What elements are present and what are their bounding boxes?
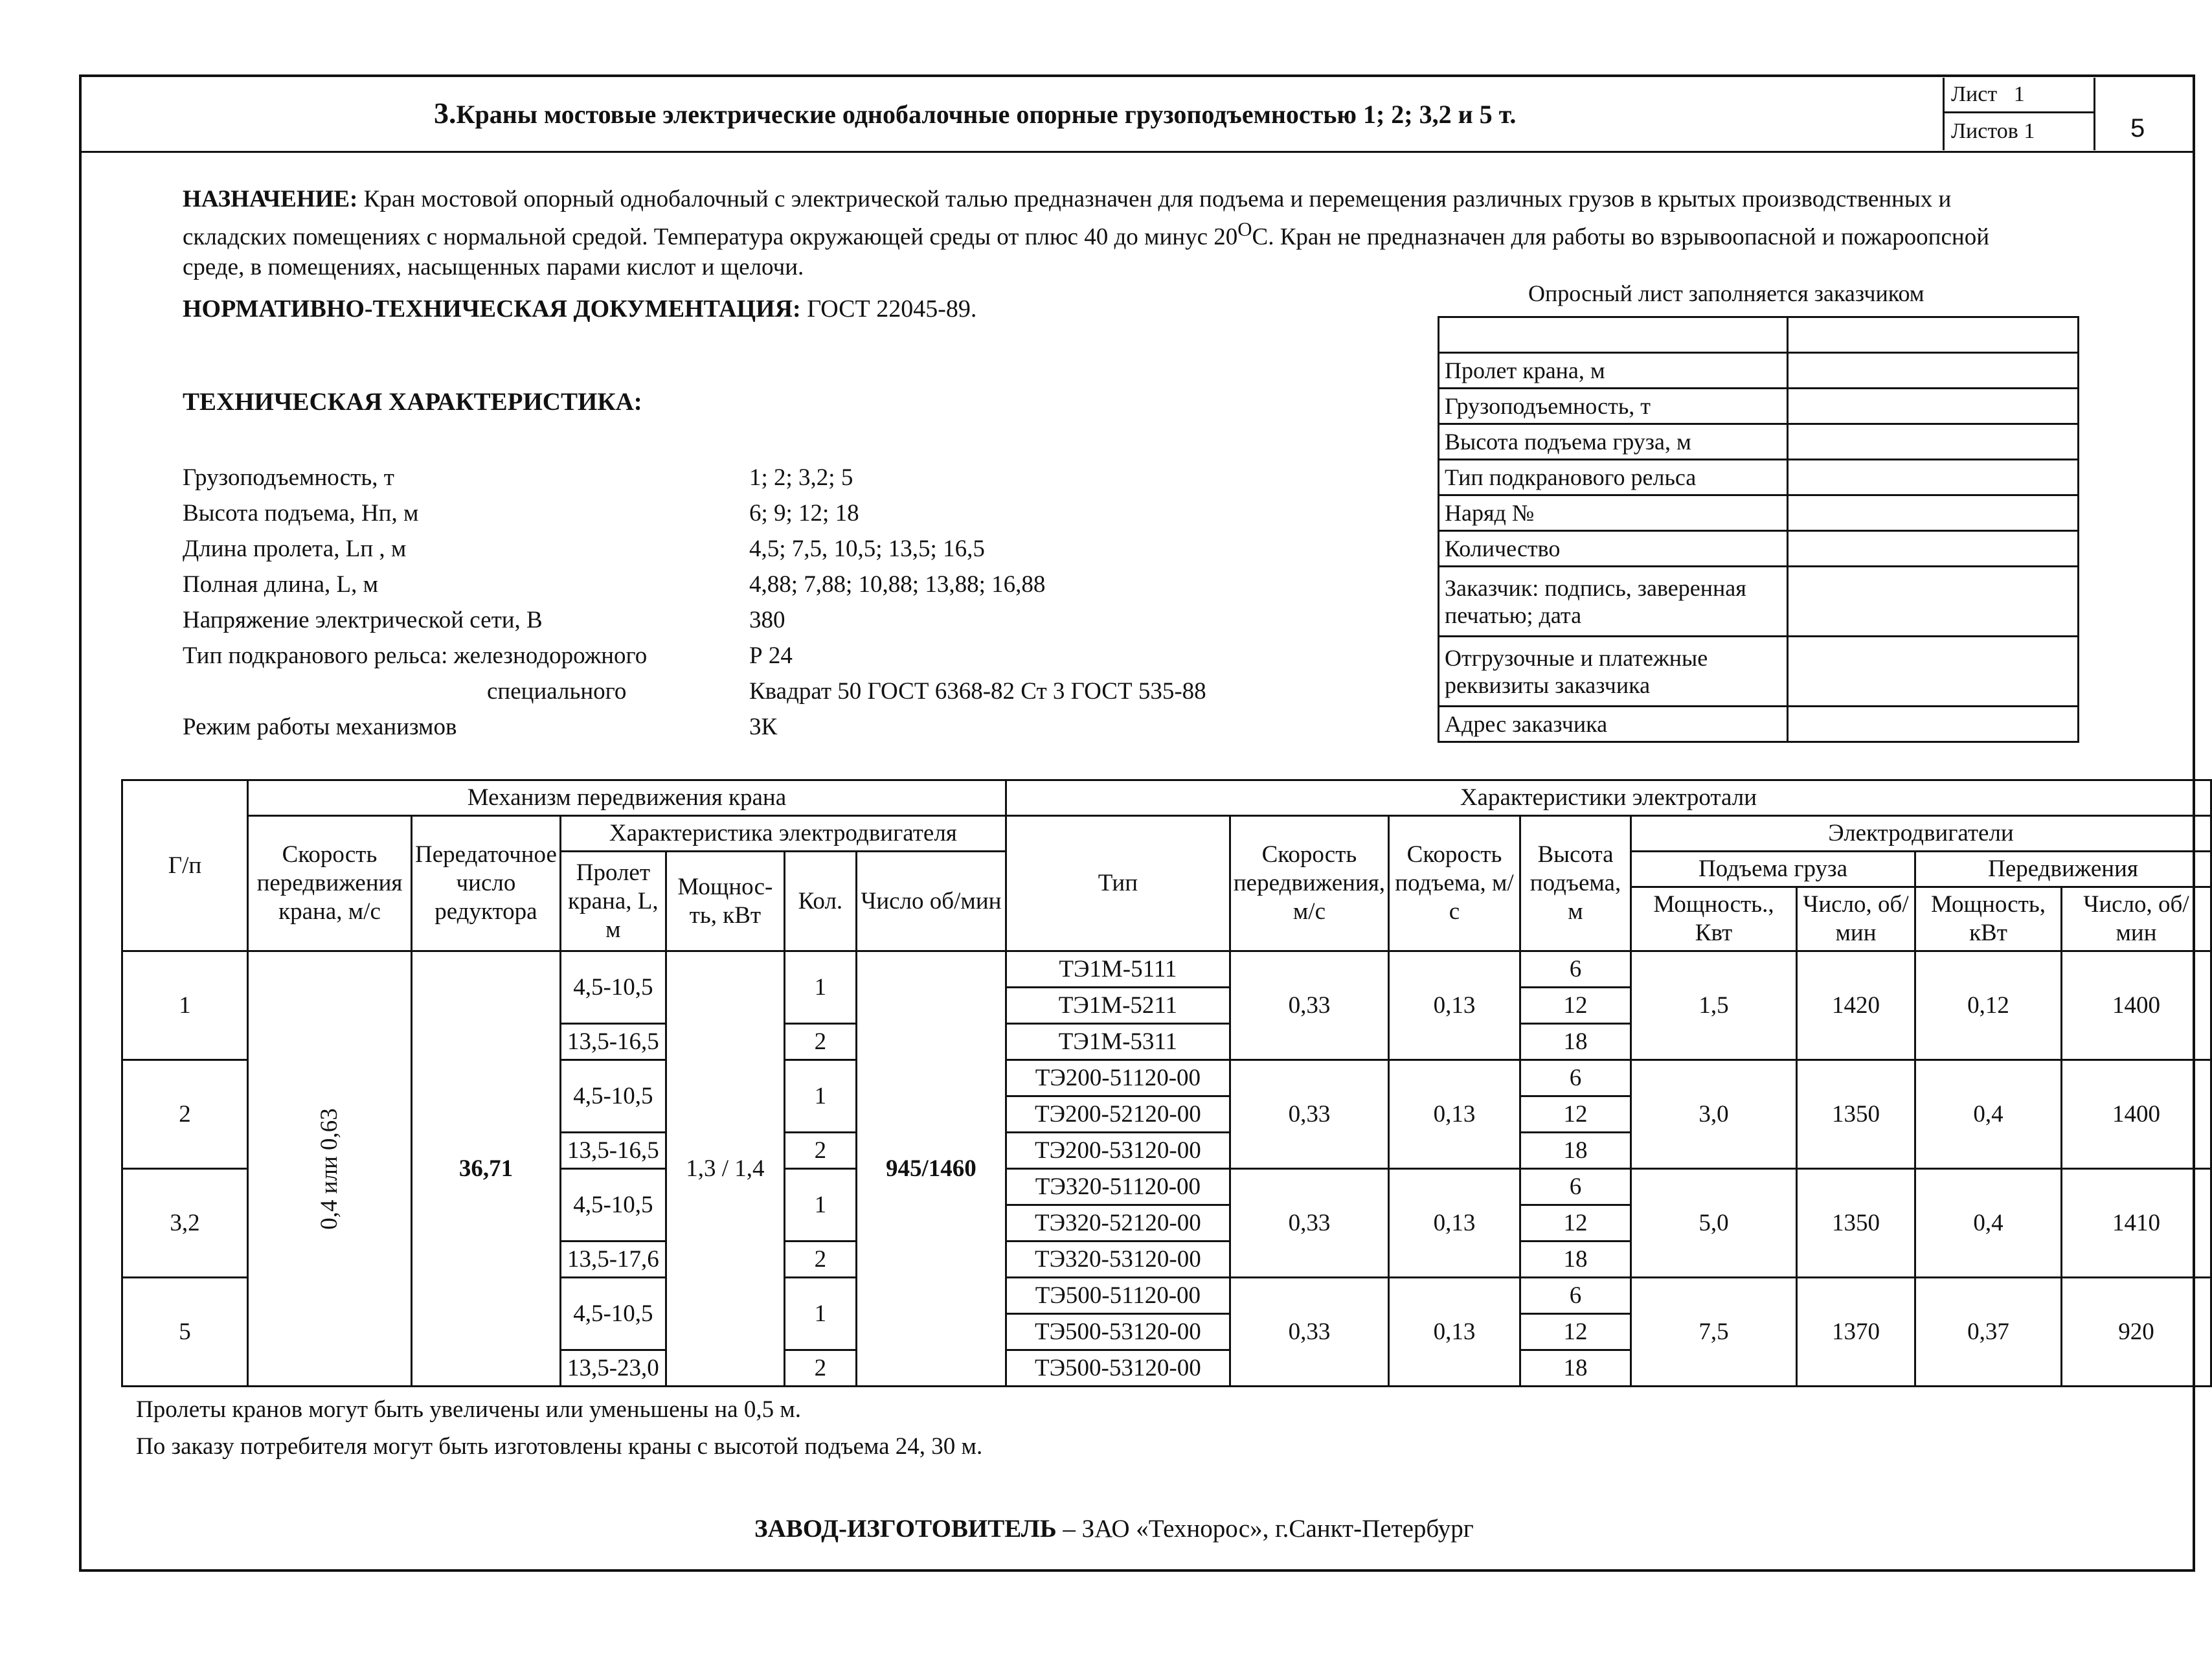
lift-height-cell: 18 bbox=[1520, 1241, 1631, 1278]
maker-dash: – bbox=[1056, 1515, 1082, 1543]
gp-cell: 5 bbox=[122, 1278, 248, 1387]
purpose-text-2: С. Кран не предназначен для работы во взрывоопасной и пожароопсной среде, в помещениях, насыщенных парами кислот и щелочи. bbox=[183, 223, 1990, 281]
sheet-value: 1 bbox=[2013, 82, 2025, 106]
header-lift-speed: Скорость подъема, м/с bbox=[1389, 816, 1520, 951]
questionnaire-label: Наряд № bbox=[1439, 495, 1788, 531]
lift-height-cell: 6 bbox=[1520, 951, 1631, 988]
maker-label: ЗАВОД-ИЗГОТОВИТЕЛЬ bbox=[754, 1515, 1057, 1543]
qty-cell: 1 bbox=[784, 1169, 856, 1241]
move-power-cell: 0,37 bbox=[1915, 1278, 2062, 1387]
header-divider bbox=[79, 151, 2195, 153]
lift-height-cell: 18 bbox=[1520, 1133, 1631, 1169]
document-title bbox=[434, 96, 1516, 130]
hoist-type-cell: ТЭ320-51120-00 bbox=[1006, 1169, 1230, 1205]
lift-height-cell: 6 bbox=[1520, 1278, 1631, 1314]
spec-key: Тип подкранового рельса: железнодорожного bbox=[183, 642, 648, 669]
qty-cell: 2 bbox=[784, 1241, 856, 1278]
questionnaire-label: Заказчик: подпись, заверенная печатью; дата bbox=[1439, 567, 1788, 637]
lift-height-cell: 6 bbox=[1520, 1169, 1631, 1205]
manufacturer-line bbox=[754, 1514, 1474, 1543]
travel-speed-value-cell: 0,33 bbox=[1230, 951, 1388, 1060]
hoist-type-cell: ТЭ1М-5311 bbox=[1006, 1024, 1230, 1060]
maker-value: ЗАО «Технорос», г.Санкт-Петербург bbox=[1081, 1515, 1474, 1543]
spec-value: 6; 9; 12; 18 bbox=[749, 500, 859, 527]
sheet-label: Лист bbox=[1951, 82, 1998, 106]
lift-power-cell: 1,5 bbox=[1631, 951, 1797, 1060]
spec-value: 4,5; 7,5, 10,5; 13,5; 16,5 bbox=[749, 536, 985, 562]
questionnaire-input[interactable] bbox=[1788, 707, 2079, 742]
spec-key: Длина пролета, Lп , м bbox=[183, 536, 407, 562]
spec-value: 380 bbox=[749, 607, 785, 633]
lift-rpm-cell: 1350 bbox=[1797, 1060, 1915, 1169]
questionnaire-label bbox=[1439, 317, 1788, 353]
header-motors: Электродвигатели bbox=[1631, 816, 2211, 852]
spec-key: специального bbox=[487, 678, 627, 705]
travel-speed-value-cell: 0,33 bbox=[1230, 1169, 1388, 1278]
header-hoist: Характеристики электротали bbox=[1006, 780, 2211, 816]
questionnaire-label: Тип подкранового рельса bbox=[1439, 460, 1788, 495]
lift-height-cell: 18 bbox=[1520, 1350, 1631, 1387]
lift-rpm-cell: 1350 bbox=[1797, 1169, 1915, 1278]
qty-cell: 2 bbox=[784, 1024, 856, 1060]
sheet-box bbox=[1943, 78, 2095, 150]
move-rpm-cell: 920 bbox=[2062, 1278, 2211, 1387]
header-mechanism: Механизм передвижения крана bbox=[248, 780, 1006, 816]
lift-rpm-cell: 1420 bbox=[1797, 951, 1915, 1060]
header-speed: Скорость передвижения крана, м/с bbox=[248, 816, 412, 951]
header-lift-power: Мощность., Квт bbox=[1631, 887, 1797, 951]
questionnaire-input[interactable] bbox=[1788, 317, 2079, 353]
move-rpm-cell: 1400 bbox=[2062, 1060, 2211, 1169]
qty-cell: 1 bbox=[784, 951, 856, 1024]
span-cell: 4,5-10,5 bbox=[560, 1060, 666, 1133]
header-rpm: Число об/мин bbox=[856, 852, 1006, 951]
page-number: 5 bbox=[2130, 114, 2145, 142]
header-span: Пролет крана, L, м bbox=[560, 852, 666, 951]
lift-height-cell: 12 bbox=[1520, 1314, 1631, 1350]
questionnaire-row bbox=[1439, 495, 2079, 531]
questionnaire-input[interactable] bbox=[1788, 353, 2079, 389]
spec-key: Грузоподъемность, т bbox=[183, 464, 394, 491]
lift-power-cell: 7,5 bbox=[1631, 1278, 1797, 1387]
spec-value: 3К bbox=[749, 714, 778, 740]
questionnaire-row bbox=[1439, 707, 2079, 742]
purpose-text: Кран мостовой опорный однобалочный с электрической талью предназначен для подъема и перемещения различных грузов в крытых производственных и складских помещениях с нормальной средой. Температура окружающей среды от плюс 40 до минус 20 bbox=[183, 186, 1952, 251]
hoist-type-cell: ТЭ200-53120-00 bbox=[1006, 1133, 1230, 1169]
questionnaire-row bbox=[1439, 531, 2079, 567]
questionnaire-input[interactable] bbox=[1788, 495, 2079, 531]
gp-cell: 2 bbox=[122, 1060, 248, 1169]
spec-value: Р 24 bbox=[749, 642, 793, 669]
ratio-cell: 36,71 bbox=[412, 951, 561, 1387]
travel-speed-cell bbox=[248, 951, 412, 1387]
questionnaire-row bbox=[1439, 389, 2079, 424]
specs-table bbox=[121, 779, 2212, 1387]
span-cell: 13,5-17,6 bbox=[560, 1241, 666, 1278]
qty-cell: 1 bbox=[784, 1060, 856, 1133]
spec-key: Высота подъема, Нп, м bbox=[183, 500, 419, 527]
title-number: 3. bbox=[434, 96, 457, 130]
hoist-type-cell: ТЭ200-51120-00 bbox=[1006, 1060, 1230, 1096]
sheets-value: 1 bbox=[2024, 119, 2035, 143]
header-ratio: Передаточное число редуктора bbox=[412, 816, 561, 951]
questionnaire-label: Грузоподъемность, т bbox=[1439, 389, 1788, 424]
span-cell: 13,5-16,5 bbox=[560, 1133, 666, 1169]
qty-cell: 2 bbox=[784, 1133, 856, 1169]
span-cell: 13,5-23,0 bbox=[560, 1350, 666, 1387]
lift-height-cell: 12 bbox=[1520, 988, 1631, 1024]
spec-key: Режим работы механизмов bbox=[183, 714, 457, 740]
questionnaire-label: Пролет крана, м bbox=[1439, 353, 1788, 389]
hoist-type-cell: ТЭ1М-5211 bbox=[1006, 988, 1230, 1024]
hoist-type-cell: ТЭ500-53120-00 bbox=[1006, 1350, 1230, 1387]
qty-cell: 2 bbox=[784, 1350, 856, 1387]
header-gp: Г/п bbox=[122, 780, 248, 951]
header-travel-speed: Скорость передвижения, м/с bbox=[1230, 816, 1388, 951]
spec-value: 4,88; 7,88; 10,88; 13,88; 16,88 bbox=[749, 571, 1046, 598]
title-text: Краны мостовые электрические однобалочные опорные грузоподъемностью 1; 2; 3,2 и 5 т. bbox=[456, 100, 1517, 129]
questionnaire-label: Адрес заказчика bbox=[1439, 707, 1788, 742]
questionnaire-row bbox=[1439, 637, 2079, 707]
ntd-label: НОРМАТИВНО-ТЕХНИЧЕСКАЯ ДОКУМЕНТАЦИЯ: bbox=[183, 295, 801, 323]
lift-power-cell: 5,0 bbox=[1631, 1169, 1797, 1278]
lift-height-cell: 12 bbox=[1520, 1205, 1631, 1241]
tech-title: ТЕХНИЧЕСКАЯ ХАРАКТЕРИСТИКА: bbox=[183, 388, 642, 416]
spec-key: Напряжение электрической сети, В bbox=[183, 607, 543, 633]
hoist-type-cell: ТЭ200-52120-00 bbox=[1006, 1096, 1230, 1133]
hoist-type-cell: ТЭ1М-5111 bbox=[1006, 951, 1230, 988]
questionnaire-label: Отгрузочные и платежные реквизиты заказчика bbox=[1439, 637, 1788, 707]
lift-power-cell: 3,0 bbox=[1631, 1060, 1797, 1169]
move-rpm-cell: 1400 bbox=[2062, 951, 2211, 1060]
questionnaire-label: Высота подъема груза, м bbox=[1439, 424, 1788, 460]
ntd-line bbox=[183, 295, 976, 323]
spec-key: Полная длина, L, м bbox=[183, 571, 379, 598]
travel-speed-value-cell: 0,33 bbox=[1230, 1278, 1388, 1387]
lift-speed-value-cell: 0,13 bbox=[1389, 1278, 1520, 1387]
questionnaire-input[interactable] bbox=[1788, 637, 2079, 707]
questionnaire-row bbox=[1439, 460, 2079, 495]
sheets-row bbox=[1945, 113, 2094, 147]
questionnaire-input[interactable] bbox=[1788, 531, 2079, 567]
lift-rpm-cell: 1370 bbox=[1797, 1278, 1915, 1387]
questionnaire-input[interactable] bbox=[1788, 389, 2079, 424]
purpose-sup: О bbox=[1237, 218, 1252, 240]
travel-speed-value: 0,4 или 0,63 bbox=[315, 1107, 343, 1230]
header-move-rpm: Число, об/мин bbox=[2062, 887, 2211, 951]
spec-value: 1; 2; 3,2; 5 bbox=[749, 464, 853, 491]
questionnaire-table bbox=[1438, 316, 2079, 743]
lift-height-cell: 6 bbox=[1520, 1060, 1631, 1096]
questionnaire-input[interactable] bbox=[1788, 424, 2079, 460]
hoist-type-cell: ТЭ500-51120-00 bbox=[1006, 1278, 1230, 1314]
header-move-power: Мощность, кВт bbox=[1915, 887, 2062, 951]
hoist-type-cell: ТЭ320-52120-00 bbox=[1006, 1205, 1230, 1241]
header-power: Мощнос-ть, кВт bbox=[666, 852, 784, 951]
ntd-value: ГОСТ 22045-89. bbox=[807, 295, 977, 323]
questionnaire-caption: Опросный лист заполняется заказчиком bbox=[1528, 280, 1924, 306]
header-type: Тип bbox=[1006, 816, 1230, 951]
power-cell: 1,3 / 1,4 bbox=[666, 951, 784, 1387]
header-move: Передвижения bbox=[1915, 852, 2211, 887]
qty-cell: 1 bbox=[784, 1278, 856, 1350]
questionnaire-row bbox=[1439, 353, 2079, 389]
lift-speed-value-cell: 0,13 bbox=[1389, 1060, 1520, 1169]
questionnaire-row bbox=[1439, 567, 2079, 637]
move-power-cell: 0,4 bbox=[1915, 1169, 2062, 1278]
hoist-type-cell: ТЭ500-53120-00 bbox=[1006, 1314, 1230, 1350]
header-motor: Характеристика электродвигателя bbox=[560, 816, 1006, 852]
move-power-cell: 0,4 bbox=[1915, 1060, 2062, 1169]
questionnaire-input[interactable] bbox=[1788, 460, 2079, 495]
span-cell: 4,5-10,5 bbox=[560, 1278, 666, 1350]
sheets-label: Листов bbox=[1951, 119, 2018, 143]
move-rpm-cell: 1410 bbox=[2062, 1169, 2211, 1278]
sheet-row bbox=[1945, 78, 2094, 113]
hoist-type-cell: ТЭ320-53120-00 bbox=[1006, 1241, 1230, 1278]
move-power-cell: 0,12 bbox=[1915, 951, 2062, 1060]
note-2: По заказу потребителя могут быть изготовлены краны с высотой подъема 24, 30 м. bbox=[136, 1433, 983, 1460]
lift-speed-value-cell: 0,13 bbox=[1389, 951, 1520, 1060]
span-cell: 4,5-10,5 bbox=[560, 1169, 666, 1241]
header-lift-rpm: Число, об/мин bbox=[1797, 887, 1915, 951]
purpose-paragraph bbox=[183, 184, 1996, 282]
lift-height-cell: 12 bbox=[1520, 1096, 1631, 1133]
table-row bbox=[122, 951, 2211, 988]
header-lift: Подъема груза bbox=[1631, 852, 1915, 887]
note-1: Пролеты кранов могут быть увеличены или уменьшены на 0,5 м. bbox=[136, 1396, 801, 1423]
gp-cell: 1 bbox=[122, 951, 248, 1060]
rpm-cell: 945/1460 bbox=[856, 951, 1006, 1387]
gp-cell: 3,2 bbox=[122, 1169, 248, 1278]
lift-speed-value-cell: 0,13 bbox=[1389, 1169, 1520, 1278]
header-qty: Кол. bbox=[784, 852, 856, 951]
questionnaire-label: Количество bbox=[1439, 531, 1788, 567]
header-lift-height: Высота подъема, м bbox=[1520, 816, 1631, 951]
lift-height-cell: 18 bbox=[1520, 1024, 1631, 1060]
span-cell: 13,5-16,5 bbox=[560, 1024, 666, 1060]
spec-value: Квадрат 50 ГОСТ 6368-82 Ст 3 ГОСТ 535-88 bbox=[749, 678, 1206, 705]
questionnaire-input[interactable] bbox=[1788, 567, 2079, 637]
questionnaire-row bbox=[1439, 424, 2079, 460]
span-cell: 4,5-10,5 bbox=[560, 951, 666, 1024]
questionnaire-row bbox=[1439, 317, 2079, 353]
travel-speed-value-cell: 0,33 bbox=[1230, 1060, 1388, 1169]
purpose-label: НАЗНАЧЕНИЕ: bbox=[183, 186, 358, 212]
